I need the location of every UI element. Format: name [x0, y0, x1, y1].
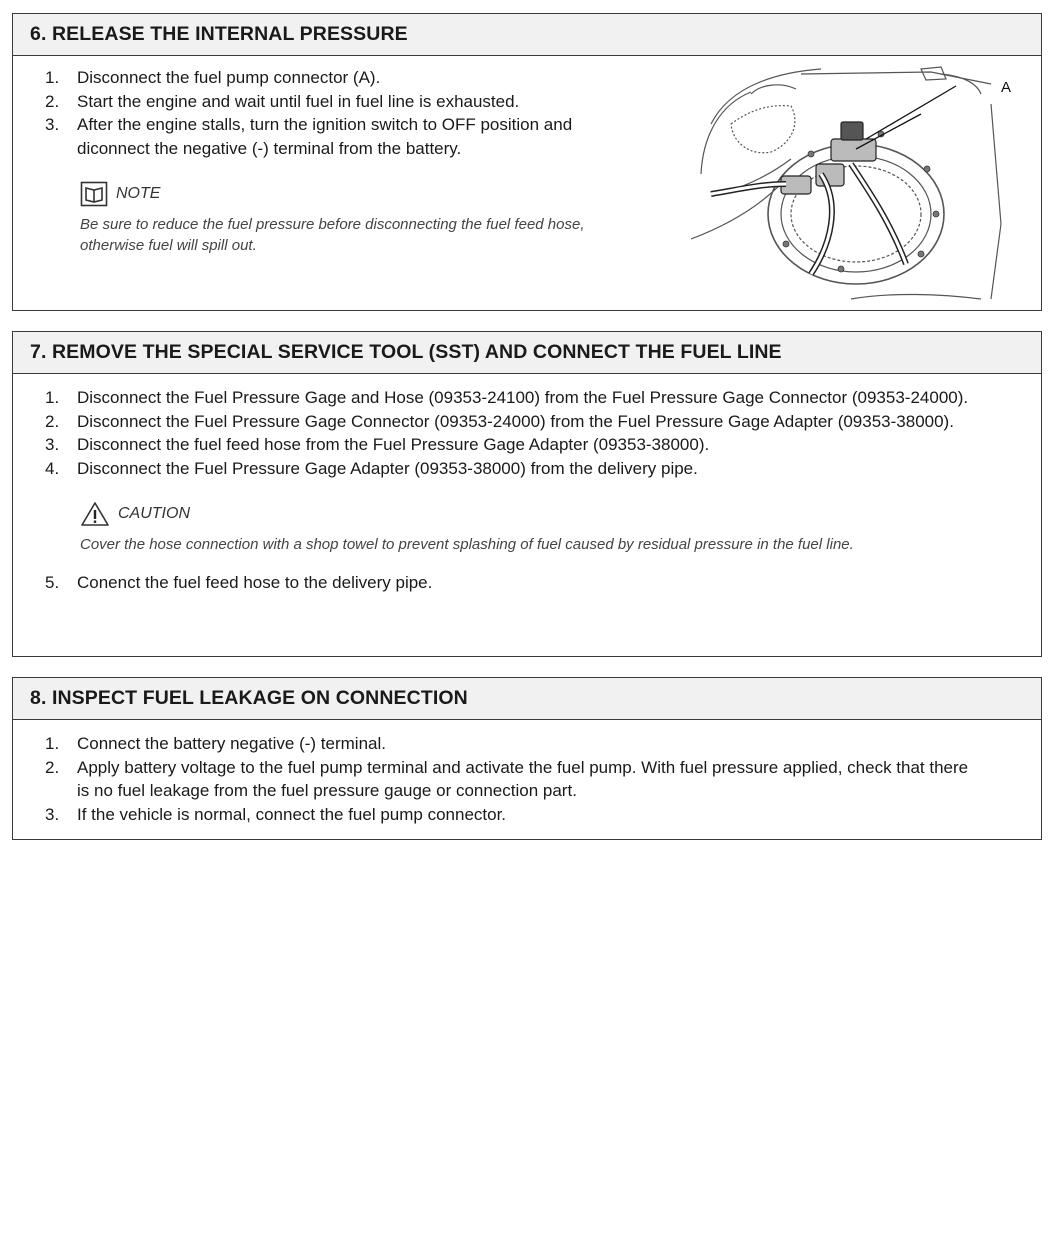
list-item [13, 386, 973, 410]
section-release-internal-pressure [12, 13, 1042, 311]
step-text: If the vehicle is normal, connect the fuel pump connector. [77, 804, 507, 824]
caution-box [80, 500, 1020, 555]
step-number: 1. [45, 68, 60, 87]
book-icon [80, 181, 108, 207]
step-number: 4. [45, 458, 60, 478]
list-item [13, 803, 973, 827]
list-item [13, 66, 613, 90]
step-list [13, 386, 973, 480]
step-number: 3. [45, 115, 60, 134]
note-box [80, 180, 650, 256]
section-header [13, 14, 1041, 56]
step-text: Disconnect the Fuel Pressure Gage Adapter (09353-38000) from the delivery pipe. [77, 458, 698, 478]
step-number: 2. [45, 91, 60, 111]
step-number: 1. [45, 734, 60, 753]
fuel-pump-illustration [691, 64, 1021, 304]
list-item [13, 433, 973, 457]
section-title: 6. RELEASE THE INTERNAL PRESSURE [30, 23, 408, 45]
step-list [13, 66, 613, 160]
note-header [80, 180, 650, 208]
step-text: Connect the battery negative (-) terminal. [77, 734, 386, 753]
section-header [13, 678, 1041, 720]
section-title: 7. REMOVE THE SPECIAL SERVICE TOOL (SST) AND CONNECT THE FUEL LINE [30, 341, 782, 363]
note-text: Be sure to reduce the fuel pressure before disconnecting the fuel feed hose, otherwise fuel will spill out. [80, 216, 585, 254]
section-remove-sst [12, 331, 1042, 657]
section-body [13, 720, 1041, 826]
step-text: Disconnect the Fuel Pressure Gage Connector (09353-24000) from the Fuel Pressure Gage Adapter (09353-38000). [77, 411, 954, 431]
callout-label-a: A [1001, 79, 1012, 96]
step-number: 2. [45, 757, 60, 777]
step-text: Start the engine and wait until fuel in fuel line is exhausted. [77, 91, 520, 111]
step-number: 5. [45, 573, 60, 592]
section-body [13, 374, 1041, 595]
step-text: Disconnect the fuel pump connector (A). [77, 68, 381, 87]
caution-header [80, 500, 1020, 528]
step-text: Disconnect the Fuel Pressure Gage and Hose (09353-24100) from the Fuel Pressure Gage Connector (09353-24000). [77, 388, 969, 407]
section-title: 8. INSPECT FUEL LEAKAGE ON CONNECTION [30, 687, 468, 709]
step-number: 1. [45, 388, 60, 407]
list-item [13, 457, 973, 481]
step-list [13, 732, 973, 826]
list-item [13, 571, 973, 595]
list-item [13, 90, 613, 114]
step-text: Disconnect the fuel feed hose from the Fuel Pressure Gage Adapter (09353-38000). [77, 435, 710, 454]
list-item [13, 756, 973, 803]
step-number: 3. [45, 435, 60, 454]
caution-label: CAUTION [118, 505, 190, 522]
step-number: 2. [45, 411, 60, 431]
section-header [13, 332, 1041, 374]
section-inspect-fuel-leakage [12, 677, 1042, 840]
list-item [13, 113, 613, 160]
warning-triangle-icon [80, 501, 110, 527]
list-item [13, 410, 973, 434]
section-body [13, 56, 1041, 256]
list-item [13, 732, 973, 756]
caution-text: Cover the hose connection with a shop towel to prevent splashing of fuel caused by residual pressure in the fuel line. [80, 536, 854, 553]
step-list-continued [13, 571, 973, 595]
step-text: Conenct the fuel feed hose to the delivery pipe. [77, 573, 433, 592]
step-text: Apply battery voltage to the fuel pump terminal and activate the fuel pump. With fuel pressure applied, check that there is no fuel leakage from the fuel pressure gauge or connection part. [77, 757, 969, 800]
step-number: 3. [45, 804, 60, 824]
note-label: NOTE [116, 185, 161, 202]
step-text: After the engine stalls, turn the ignition switch to OFF position and diconnect the negative (-) terminal from the battery. [77, 115, 573, 158]
